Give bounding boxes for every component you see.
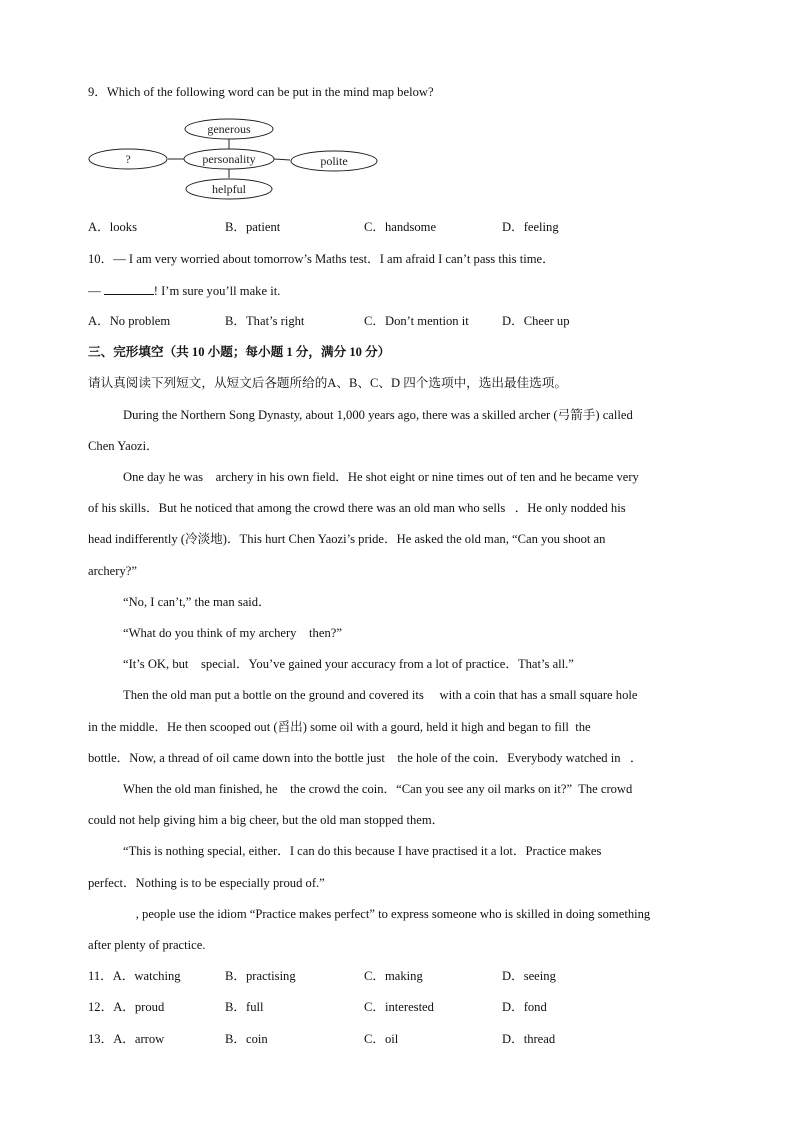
passage-line: perfect．Nothing is to be especially proud of.” — [88, 876, 325, 890]
item-12-option-c: C．interested — [364, 1000, 434, 1014]
q10-option-b: B．That’s right — [225, 314, 305, 328]
passage-line: “No, I can’t,” the man said． — [123, 595, 271, 609]
item-13-option-b: B．coin — [225, 1032, 268, 1046]
section-instruction: 请认真阅读下列短文，从短文后各题所给的A、B、C、D 四个选项中，选出最佳选项。 — [88, 376, 567, 390]
q10-answer-blank — [104, 282, 154, 295]
passage-line: During the Northern Song Dynasty, about 1,000 years ago, there was a skilled archer (弓箭手) called — [123, 408, 633, 422]
connector-right — [274, 159, 290, 160]
passage-line: , people use the idiom “Practice makes perfect” to express someone who is skilled in doing something — [120, 907, 651, 921]
passage-line: “This is nothing special, either．I can do this because I have practised it a lot．Practice makes — [123, 844, 602, 858]
node-left-label: ? — [125, 152, 131, 166]
passage-line: archery?” — [88, 564, 137, 578]
passage-line: bottle．Now, a thread of oil came down into the bottle just the hole of the coin．Everybody watched in ． — [88, 751, 643, 765]
passage-line: One day he was archery in his own field．He shot eight or nine times out of ten and he became very — [123, 470, 639, 484]
passage-line: Then the old man put a bottle on the ground and covered its with a coin that has a small square hole — [123, 688, 638, 702]
item-13-option-d: D．thread — [502, 1032, 556, 1046]
q10-stem: 10．— I am very worried about tomorrow’s Maths test．I am afraid I can’t pass this time． — [88, 252, 555, 266]
item-13-option-c: C．oil — [364, 1032, 399, 1046]
item-12-option-a: 12．A．proud — [88, 1000, 165, 1014]
q10-reply — [88, 282, 280, 299]
passage-line: Chen Yaozi． — [88, 439, 159, 453]
passage-line: head indifferently (冷淡地)．This hurt Chen Yaozi’s pride．He asked the old man, “Can you shoot an — [88, 532, 606, 546]
passage-line: after plenty of practice. — [88, 938, 206, 952]
section-title: 三、完形填空（共 10 小题；每小题 1 分，满分 10 分） — [88, 345, 391, 359]
q9-option-b: B．patient — [225, 220, 281, 234]
q10-reply-dash: — — [88, 284, 101, 298]
item-12-option-d: D．fond — [502, 1000, 547, 1014]
passage-line: in the middle．He then scooped out (舀出) some oil with a gourd, held it high and began to fill the — [88, 720, 591, 734]
item-11-option-b: B．practising — [225, 969, 296, 983]
q9-option-d: D．feeling — [502, 220, 559, 234]
passage-line: “What do you think of my archery then?” — [123, 626, 342, 640]
q9-stem: 9．Which of the following word can be put in the mind map below? — [88, 85, 434, 99]
q10-option-d: D．Cheer up — [502, 314, 570, 328]
passage-line: of his skills．But he noticed that among the crowd there was an old man who sells ．He only nodded his — [88, 501, 626, 515]
item-11-option-c: C．making — [364, 969, 423, 983]
q10-reply-text: ! I’m sure you’ll make it. — [153, 284, 281, 298]
node-right-label: polite — [320, 154, 348, 168]
q10-option-c: C．Don’t mention it — [364, 314, 469, 328]
item-12-option-b: B．full — [225, 1000, 264, 1014]
passage-line: “It’s OK, but special．You’ve gained your accuracy from a lot of practice．That’s all.” — [123, 657, 574, 671]
q10-option-a: A．No problem — [88, 314, 171, 328]
item-11-option-d: D．seeing — [502, 969, 556, 983]
q9-option-a: A．looks — [88, 220, 137, 234]
item-13-option-a: 13．A．arrow — [88, 1032, 165, 1046]
node-center-label: personality — [202, 152, 256, 166]
mind-map-diagram — [86, 114, 386, 204]
passage-line: When the old man finished, he the crowd the coin．“Can you see any oil marks on it?” The crowd — [123, 782, 633, 796]
passage-line: could not help giving him a big cheer, but the old man stopped them． — [88, 813, 445, 827]
node-bottom-label: helpful — [212, 182, 246, 196]
item-11-option-a: 11．A．watching — [88, 969, 181, 983]
q9-option-c: C．handsome — [364, 220, 437, 234]
node-top-label: generous — [207, 122, 251, 136]
